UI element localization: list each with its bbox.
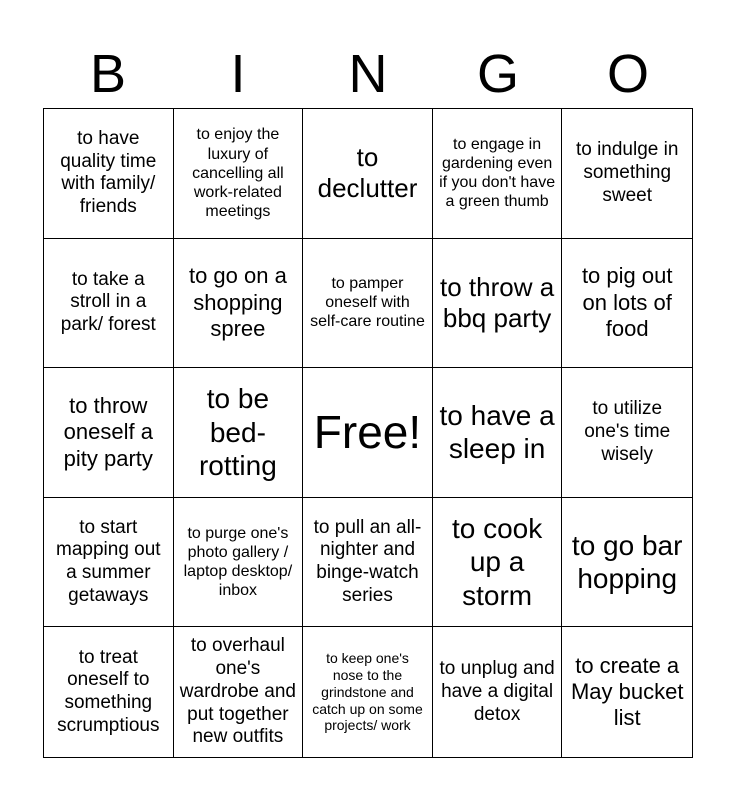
bingo-cell[interactable]: to keep one's nose to the grindstone and catch up on some projects/ work <box>303 627 433 757</box>
bingo-cell[interactable]: to engage in gardening even if you don't have a green thumb <box>433 109 563 239</box>
bingo-cell[interactable]: to declutter <box>303 109 433 239</box>
bingo-cell[interactable]: to unplug and have a digital detox <box>433 627 563 757</box>
header-letter-b: B <box>89 44 127 104</box>
bingo-cell[interactable]: to overhaul one's wardrobe and put together new outfits <box>174 627 304 757</box>
bingo-cell[interactable]: to have a sleep in <box>433 368 563 498</box>
bingo-cell[interactable]: to start mapping out a summer getaways <box>44 498 174 628</box>
bingo-cell[interactable]: to go on a shopping spree <box>174 239 304 369</box>
bingo-cell[interactable]: to pig out on lots of food <box>562 239 692 369</box>
bingo-cell[interactable]: to enjoy the luxury of cancelling all work-related meetings <box>174 109 304 239</box>
bingo-cell[interactable]: to purge one's photo gallery / laptop desktop/ inbox <box>174 498 304 628</box>
header-letter-i: I <box>230 44 246 104</box>
bingo-board <box>43 108 693 758</box>
bingo-cell[interactable]: to be bed-rotting <box>174 368 304 498</box>
bingo-cell[interactable]: to pamper oneself with self-care routine <box>303 239 433 369</box>
bingo-cell[interactable]: to take a stroll in a park/ forest <box>44 239 174 369</box>
bingo-cell[interactable]: to cook up a storm <box>433 498 563 628</box>
bingo-cell[interactable]: to throw a bbq party <box>433 239 563 369</box>
header-letter-o: O <box>606 44 649 104</box>
bingo-cell[interactable]: to indulge in something sweet <box>562 109 692 239</box>
bingo-cell[interactable]: to treat oneself to something scrumptious <box>44 627 174 757</box>
bingo-cell[interactable]: to pull an all-nighter and binge-watch series <box>303 498 433 628</box>
header-letter-g: G <box>476 44 519 104</box>
bingo-cell[interactable]: to throw oneself a pity party <box>44 368 174 498</box>
free-space[interactable]: Free! <box>303 368 433 498</box>
header-letter-n: N <box>348 44 388 104</box>
bingo-cell[interactable]: to go bar hopping <box>562 498 692 628</box>
bingo-cell[interactable]: to have quality time with family/ friends <box>44 109 174 239</box>
bingo-cell[interactable]: to utilize one's time wisely <box>562 368 692 498</box>
bingo-cell[interactable]: to create a May bucket list <box>570 652 684 731</box>
bingo-header <box>43 40 693 108</box>
